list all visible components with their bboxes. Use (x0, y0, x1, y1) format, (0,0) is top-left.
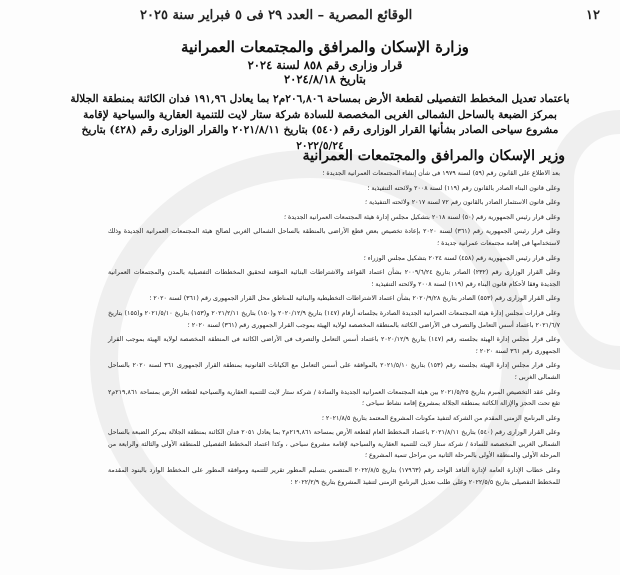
clause: وعلى قرار رئيس الجمهورية رقم (٥٠) لسنة ٢٠١٨ بتشكيل مجلس إدارة هيئة المجتمعات العمرانية الجديدة ؛ (283, 213, 560, 221)
decree-body (108, 168, 560, 491)
clause: بعد الاطلاع على القانون رقم (٥٩) لسنة ١٩٧٩ فى شأن إنشاء المجتمعات العمرانية الجديدة ؛ (322, 170, 560, 177)
clause: وعلى قرار رئيس الجمهورية رقم (٤٥٨) لسنة ٢٠٢٤ بتشكيل مجلس الوزراء ؛ (363, 254, 560, 262)
page-number: ١٢ (586, 7, 600, 23)
clause: وعلى قانون البناء الصادر بالقانون رقم (١١٩) لسنة ٢٠٠٨ ولائحته التنفيذية ؛ (367, 184, 560, 192)
clause: وعلى قرارات مجلس إدارة هيئة المجتمعات العمرانية الجديدة الصادرة بجلساته أرقام (١٤٧) بتاريخ ٢٠٢٠/١٢/٩ و(١٥٠) بتاريخ ٢٠٢١/٢/١١ و(١٥٣) بتاريخ ٢٠٢١/٥/١٠ و(١٥٥) بتاريخ ٢٠٢١/٦/٧ باعتماد أسس التعامل والتصرف فى الأراضى الكائنة بالمنطقة المخصصة لولاية الهيئة بموجب القرار الجمهورى رقم (٣٦١) لسنة ٢٠٢٠ ؛ (108, 309, 561, 329)
clause: وعلى البرنامج الزمنى المقدم من الشركة لتنفيذ مكونات المشروع المعتمد بتاريخ ٢٠٢١/٨/٥ ؛ (321, 414, 560, 422)
clause: وعلى عقد التخصيص المبرم بتاريخ ٢٠٢١/٥/٢٥ بين هيئة المجتمعات العمرانية الجديدة والسادة / شركة ستار لايت للتنمية العقارية والسياحية لقطعة الأرض بمساحة ٢١٩,٨٦١م٢ تقع تحت الحجز والإزالة الكائنة بمنطقة الجلالة بمشروع إقامة نشاط سياحى ؛ (108, 388, 561, 408)
clause: وعلى القرار الوزارى رقم (٥٤٠) بتاريخ ٢٠٢١/٨/١١ باعتماد المخطط العام لقطعة الأرض بمساحة ٢١٩,٨٦١م٢ بما يعادل ٢٠٥١ فدان الكائنة بمنطقة الجلالة بمركز الضبعة بالساحل الشمالى الغربى المخصصة للسادة / شركة ستار لايت للتنمية العقارية والسياحية لإقامة مشروع سياحى ، وكذا اعتماد المخطط التفصيلى للمنطقة الأولى والثالثة والرابعة من المرحلة الأولى والمنطقة الأولى بالمرحلة الثانية من مراحل تنمية المشروع ؛ (108, 429, 561, 460)
ministry-name: وزارة الإسكان والمرافق والمجتمعات العمرانية (181, 38, 469, 56)
issuer-title: وزير الإسكان والمرافق والمجتمعات العمرانية (302, 148, 565, 164)
clause: وعلى القرار الوزارى رقم (٥٥٣) الصادر بتاريخ ٢٠٢٠/٩/٢٨ بشأن اعتماد الاشتراطات التخطيطية والبنائية للمناطق محل القرار الجمهورى رقم (٣٦١) لسنة ٢٠٢٠ ؛ (149, 295, 560, 303)
decree-date: بتاريخ ٢٠٢٤/٨/١٨ (284, 72, 366, 86)
running-header (140, 4, 600, 26)
clause: وعلى قرار رئيس الجمهورية رقم (٣٦١) لسنة ٢٠٢٠ بإعادة تخصيص بعض قطع الأراضى بالمنطقة بالساحل الشمالى الغربى لصالح هيئة المجتمعات العمرانية الجديدة وذلك لاستخدامها فى إقامة مجتمعات عمرانية جديدة ؛ (108, 228, 560, 247)
clause: وعلى قرار مجلس إدارة الهيئة بجلسته رقم (١٤٧) بتاريخ ٢٠٢٠/١٢/٩ باعتماد أسس التعامل والتصرف فى الأراضى الكائنة فى المنطقة المخصصة لولاية الهيئة بموجب القرار الجمهورى رقم ٣٦١ لسنة ٢٠٢٠ ؛ (108, 336, 560, 355)
clause: وعلى قانون الاستثمار الصادر بالقانون رقم ٧٢ لسنة ٢٠١٧ ولائحته التنفيذية ؛ (364, 199, 560, 207)
clause: وعلى قرار مجلس إدارة الهيئة بجلسته رقم (١٥٣) بتاريخ ٢٠٢١/٥/١٠ بالموافقة على أسس التعامل مع الكيانات القانونية بمنطقة القرار الجمهورى ٣٦١ لسنة ٢٠٢٠ بالساحل الشمالى الغربى ؛ (108, 362, 561, 381)
decree-preamble: باعتماد تعديل المخطط التفصيلى لقطعة الأرض بمساحة ٢٠٦,٨٠٦م٢ بما يعادل ١٩١,٩٦ فدان الكائنة بمنطقة الجلالة بمركز الضبعة بالساحل الشمالى الغربى المخصصة للسادة شركة ستار لايت للتنمية العقارية والسياحية لإقامة مشروع سياحى الصادر بشأنها القرار الوزارى رقم (٥٤٠) بتاريخ ٢٠٢١/٨/١١ والقرار الوزارى رقم (٤٢٨) بتاريخ ٢٠٢٢/٥/٢٤ (70, 93, 570, 152)
clause: وعلى القرار الوزارى رقم (٢٣٢) الصادر بتاريخ ٢٠٠٩/٦/٢٤ بشأن اعتماد القواعد والاشتراطات البنائية المؤقتة لتحقيق المخططات التفصيلية بالمدن والمجتمعات العمرانية الجديدة وفقا لأحكام قانون البناء رقم (١١٩) لسنة ٢٠٠٨ ولائحته التنفيذية ؛ (108, 269, 560, 288)
decree-number: قرار وزارى رقم ٨٥٨ لسنة ٢٠٢٤ (247, 58, 403, 72)
decree-heading (90, 36, 560, 86)
gazette-title: الوقائع المصرية – العدد ٢٩ فى ٥ فبراير سنة ٢٠٢٥ (140, 7, 413, 23)
clause: وعلى خطاب الإدارة العامة لإدارة النافذ الواحد رقم (١٧٩٦٣) بتاريخ ٢٠٢٢/٨/٥ المتضمن بتسليم المطور تقرير للتنمية وموافقة المطور على المخطط الوارد بالبنود المقدمة للمخطط التفصيلى بتاريخ ٢٠٢٢/٥/٥ وعلى طلب تعديل البرنامج الزمنى لتنفيذ المشروع بتاريخ ٢٠٢٢/٢/٩ ؛ (108, 467, 560, 486)
